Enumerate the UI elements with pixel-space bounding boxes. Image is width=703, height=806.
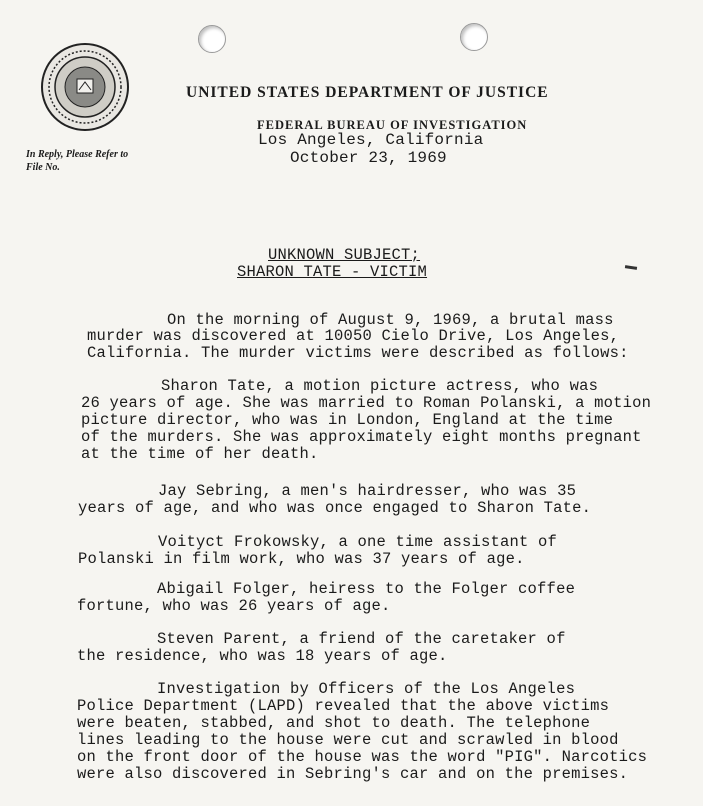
- body-line: On the morning of August 9, 1969, a brutal mass: [167, 311, 614, 329]
- subject-line-2: SHARON TATE - VICTIM: [237, 263, 428, 281]
- body-line: Polanski in film work, who was 37 years of age.: [78, 550, 525, 568]
- body-line: years of age, and who was once engaged to Sharon Tate.: [78, 499, 592, 517]
- body-line: Abigail Folger, heiress to the Folger coffee: [157, 580, 576, 598]
- subject-line-1: UNKNOWN SUBJECT;: [268, 246, 421, 264]
- body-line: Steven Parent, a friend of the caretaker of: [157, 630, 566, 648]
- punch-hole-right: [460, 23, 488, 51]
- stray-mark: [625, 265, 637, 270]
- body-line: lines leading to the house were cut and scrawled in blood: [77, 731, 619, 749]
- reply-line-1: In Reply, Please Refer to: [26, 149, 129, 160]
- body-line: Investigation by Officers of the Los Angeles: [157, 680, 576, 698]
- body-line: fortune, who was 26 years of age.: [77, 597, 391, 615]
- body-line: Voityct Frokowsky, a one time assistant of: [158, 533, 558, 551]
- body-line: murder was discovered at 10050 Cielo Drive, Los Angeles,: [87, 327, 620, 345]
- letter-date: October 23, 1969: [290, 149, 447, 167]
- body-line: Sharon Tate, a motion picture actress, who was: [161, 377, 599, 395]
- body-line: Police Department (LAPD) revealed that the above victims: [77, 697, 610, 715]
- body-line: were beaten, stabbed, and shot to death. The telephone: [77, 714, 591, 732]
- fbi-seal-icon: [40, 42, 130, 132]
- body-line: at the time of her death.: [81, 445, 319, 463]
- office-location: Los Angeles, California: [258, 131, 484, 149]
- bureau-name: FEDERAL BUREAU OF INVESTIGATION: [257, 118, 528, 132]
- body-line: California. The murder victims were described as follows:: [87, 344, 629, 362]
- department-name: UNITED STATES DEPARTMENT OF JUSTICE: [186, 84, 549, 101]
- body-line: 26 years of age. She was married to Roman Polanski, a motion: [81, 394, 652, 412]
- reply-reference: [26, 148, 128, 174]
- body-line: the residence, who was 18 years of age.: [77, 647, 448, 665]
- body-line: picture director, who was in London, England at the time: [81, 411, 614, 429]
- body-line: on the front door of the house was the word "PIG". Narcotics: [77, 748, 648, 766]
- body-line: Jay Sebring, a men's hairdresser, who was 35: [158, 482, 577, 500]
- body-line: were also discovered in Sebring's car and on the premises.: [77, 765, 629, 783]
- body-line: of the murders. She was approximately eight months pregnant: [81, 428, 642, 446]
- reply-line-2: File No.: [26, 162, 60, 173]
- punch-hole-left: [198, 25, 226, 53]
